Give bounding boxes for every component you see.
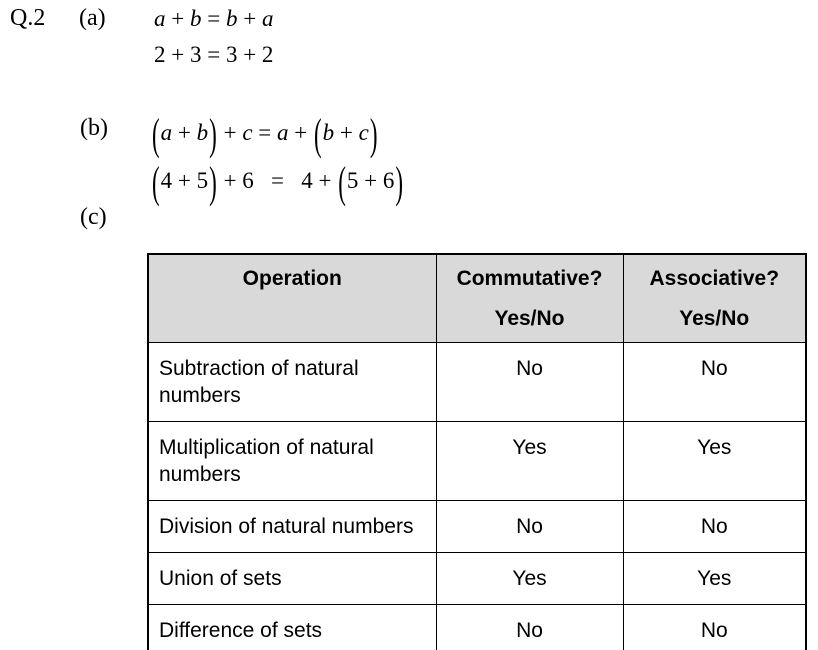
big-paren: )	[369, 110, 378, 160]
operation-label: Multiplication of natural numbers	[159, 436, 374, 486]
part-a-label: (a)	[79, 5, 106, 31]
math-variable: b	[322, 120, 335, 145]
header-commutative-subtitle: Yes/No	[494, 307, 565, 330]
math-text: 5 + 6	[346, 168, 395, 193]
part-a-equations	[154, 1, 273, 73]
math-text: +	[217, 120, 243, 145]
associative-answer-cell: No	[623, 605, 806, 650]
big-paren: (	[314, 110, 322, 160]
table-row	[148, 605, 806, 650]
big-paren: (	[152, 158, 160, 208]
math-variable: c	[242, 120, 253, 145]
header-operation	[148, 254, 436, 343]
header-associative-subtitle: Yes/No	[679, 307, 750, 330]
associative-answer-cell: No	[623, 343, 806, 422]
associative-answer-cell: Yes	[623, 422, 806, 501]
operations-table	[147, 253, 807, 650]
math-text: 4 + 5	[160, 168, 209, 193]
big-paren: (	[152, 110, 160, 160]
operation-label: Union of sets	[159, 567, 282, 590]
math-text: +	[288, 120, 313, 145]
question-number: Q.2	[10, 5, 46, 31]
commutative-answer-cell: Yes	[436, 422, 623, 501]
math-variable: a	[154, 6, 166, 31]
big-paren: )	[209, 158, 217, 208]
table-row	[148, 501, 806, 553]
math-text: + 6 = 4 +	[217, 168, 338, 193]
math-text: =	[252, 120, 278, 145]
equation-associative-symbolic	[151, 109, 404, 160]
header-commutative-title: Commutative?	[456, 267, 603, 290]
operation-label: Division of natural numbers	[159, 515, 414, 538]
commutative-answer-cell: Yes	[436, 553, 623, 605]
math-text: =	[201, 6, 226, 31]
operation-cell	[148, 501, 436, 553]
operation-cell	[148, 343, 436, 422]
operation-label: Difference of sets	[159, 619, 323, 642]
math-text: +	[172, 120, 197, 145]
math-variable: c	[358, 120, 369, 145]
header-associative	[623, 254, 806, 343]
math-variable: a	[261, 6, 274, 31]
big-paren: )	[209, 110, 217, 160]
operation-cell	[148, 605, 436, 650]
big-paren: (	[338, 158, 346, 208]
associative-answer-cell: Yes	[623, 553, 806, 605]
part-c-label: (c)	[80, 204, 107, 230]
equation-associative-numeric	[151, 157, 404, 208]
operation-cell	[148, 553, 436, 605]
commutative-answer-cell: No	[436, 501, 623, 553]
operations-table-body	[148, 343, 806, 650]
math-text: +	[165, 6, 190, 31]
header-associative-title: Associative?	[649, 267, 780, 290]
math-variable: a	[160, 120, 173, 145]
commutative-answer-cell: No	[436, 605, 623, 650]
equation-commutative-symbolic	[154, 1, 273, 37]
part-b-label: (b)	[80, 115, 108, 141]
math-text: +	[237, 6, 262, 31]
math-variable: b	[189, 6, 202, 31]
equation-commutative-numeric	[154, 37, 273, 73]
commutative-answer-cell: No	[436, 343, 623, 422]
table-row	[148, 343, 806, 422]
math-variable: b	[196, 120, 209, 145]
table-header-row	[148, 254, 806, 343]
header-commutative	[436, 254, 623, 343]
header-operation-title: Operation	[242, 267, 342, 290]
math-text: +	[334, 120, 359, 145]
associative-answer-cell: No	[623, 501, 806, 553]
big-paren: )	[395, 158, 404, 208]
table-row	[148, 422, 806, 501]
part-b-equations	[151, 109, 404, 208]
table-row	[148, 553, 806, 605]
operation-label: Subtraction of natural numbers	[159, 357, 359, 407]
math-text: 2 + 3 = 3 + 2	[154, 42, 274, 67]
math-variable: a	[277, 120, 289, 145]
operation-cell	[148, 422, 436, 501]
math-variable: b	[225, 6, 238, 31]
